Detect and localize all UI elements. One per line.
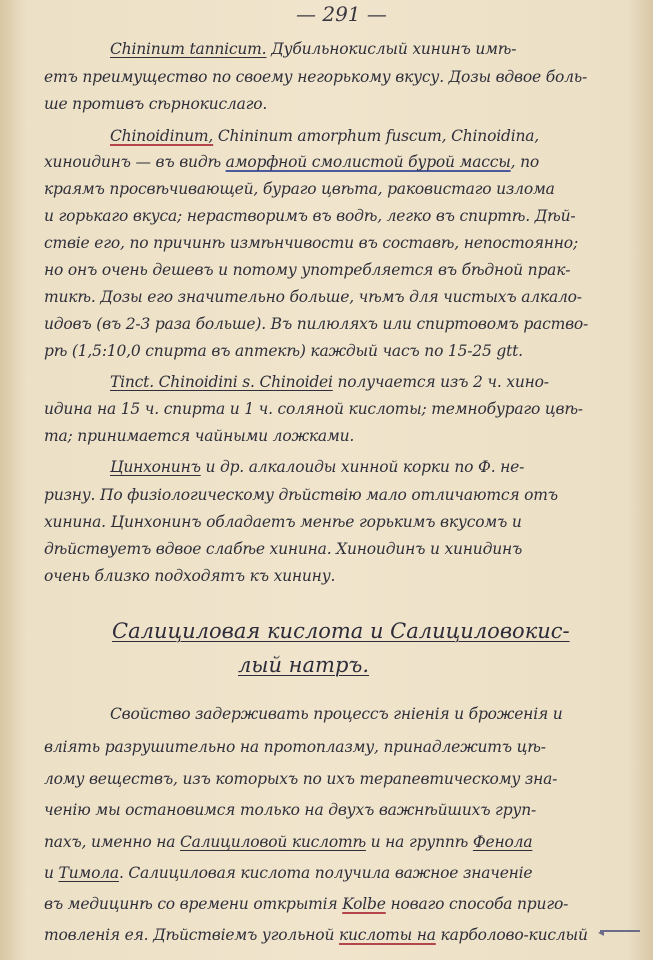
text-span: товленія ея. Дѣйствіемъ угольной [44, 926, 339, 944]
text-line [110, 456, 629, 478]
text-line: идовъ (въ 2-3 раза больше). Въ пилюляхъ или спиртовомъ раство- [44, 315, 589, 333]
text-span: пахъ, именно на [44, 833, 181, 851]
section-heading: Салициловая кислота и Салициловокис- [112, 619, 570, 643]
text-line: очень близко подходятъ къ хинину. [44, 567, 336, 585]
text-line: Свойство задерживать процессъ гніенія и броженія и [110, 705, 563, 723]
latin-term: Chininum tannicum. [110, 40, 267, 58]
text-line: дѣйствуетъ вдвое слабѣе хинина. Хиноидинъ и хинидинъ [44, 540, 523, 558]
latin-term: Chinoidinum, [110, 127, 214, 145]
underlined-term: Тимола [58, 864, 119, 882]
text-span: получается изъ 2 ч. хино- [332, 373, 549, 391]
underlined-term: Фенола [472, 833, 533, 851]
text-line [44, 151, 629, 173]
text-line: лому веществъ, изъ которыхъ по ихъ терапевтическому зна- [44, 770, 558, 788]
text-line: идина на 15 ч. спирта и 1 ч. соляной кислоты; темнобураго цвѣ- [44, 400, 583, 418]
text-line [110, 371, 629, 393]
underlined-phrase: аморфной смолистой бурой массы [225, 153, 511, 171]
page-number: — 291 — [296, 2, 387, 26]
text-line: ствіе его, по причинѣ измѣнчивости въ составѣ, непостоянно; [44, 234, 578, 252]
margin-mark [600, 930, 640, 932]
text-line: хинина. Цинхонинъ обладаетъ менѣе горькимъ вкусомъ и [44, 513, 522, 531]
text-span: . Салициловая кислота получила важное значеніе [118, 864, 533, 882]
text-span: новаго способа приго- [385, 895, 569, 913]
text-span: карболово-кислый [435, 926, 588, 944]
text-line [110, 125, 629, 147]
text-span: Дубильнокислый хининъ имѣ- [266, 40, 517, 58]
text-line: краямъ просвѣчивающей, бураго цвѣта, раковистаго излома [44, 180, 555, 198]
text-span: и [44, 864, 59, 882]
text-line: тикѣ. Дозы его значительно больше, чѣмъ для чистыхъ алкало- [44, 288, 582, 306]
text-span: и на группѣ [365, 833, 473, 851]
text-line [110, 38, 629, 60]
text-line: вліять разрушительно на протоплазму, принадлежитъ цѣ- [44, 738, 546, 756]
term: Цинхонинъ [110, 458, 201, 476]
text-line [44, 893, 629, 915]
text-line: и горькаго вкуса; нерастворимъ въ водѣ, легко въ спиртѣ. Дѣй- [44, 207, 576, 225]
underlined-name: Kolbe [342, 895, 386, 913]
section-heading: лый натръ. [238, 653, 370, 677]
underlined-term: Салициловой кислотѣ [180, 833, 366, 851]
text-span: Chininum amorphum fuscum, Chinoidina, [213, 127, 539, 145]
text-line: но онъ очень дешевъ и потому употребляется въ бѣдной прак- [44, 261, 571, 279]
text-line [44, 924, 594, 946]
text-line: ше противъ сѣрнокислаго. [44, 95, 268, 113]
text-span: въ медицинѣ со времени открытія [44, 895, 343, 913]
latin-term: Tinct. Chinoidini s. Chinoidei [110, 373, 333, 391]
text-line: та; принимается чайными ложками. [44, 427, 355, 445]
text-line [44, 862, 629, 884]
text-line: ченію мы остановимся только на двухъ важнѣйшихъ груп- [44, 801, 537, 819]
text-line: ризну. По физіологическому дѣйствію мало отличаются отъ [44, 486, 558, 504]
margin-arrow-icon: ◂ [598, 925, 605, 939]
text-span: , по [510, 153, 540, 171]
underlined-phrase: кислоты на [338, 926, 436, 944]
text-line [44, 831, 629, 853]
text-line: рѣ (1,5:10,0 спирта въ аптекѣ) каждый часъ по 15-25 gtt. [44, 342, 523, 360]
text-span: и др. алкалоиды хинной корки по Ф. не- [200, 458, 525, 476]
text-line: етъ преимущество по своему негорькому вкусу. Дозы вдвое боль- [44, 68, 588, 86]
text-span: хиноидинъ — въ видѣ [44, 153, 226, 171]
